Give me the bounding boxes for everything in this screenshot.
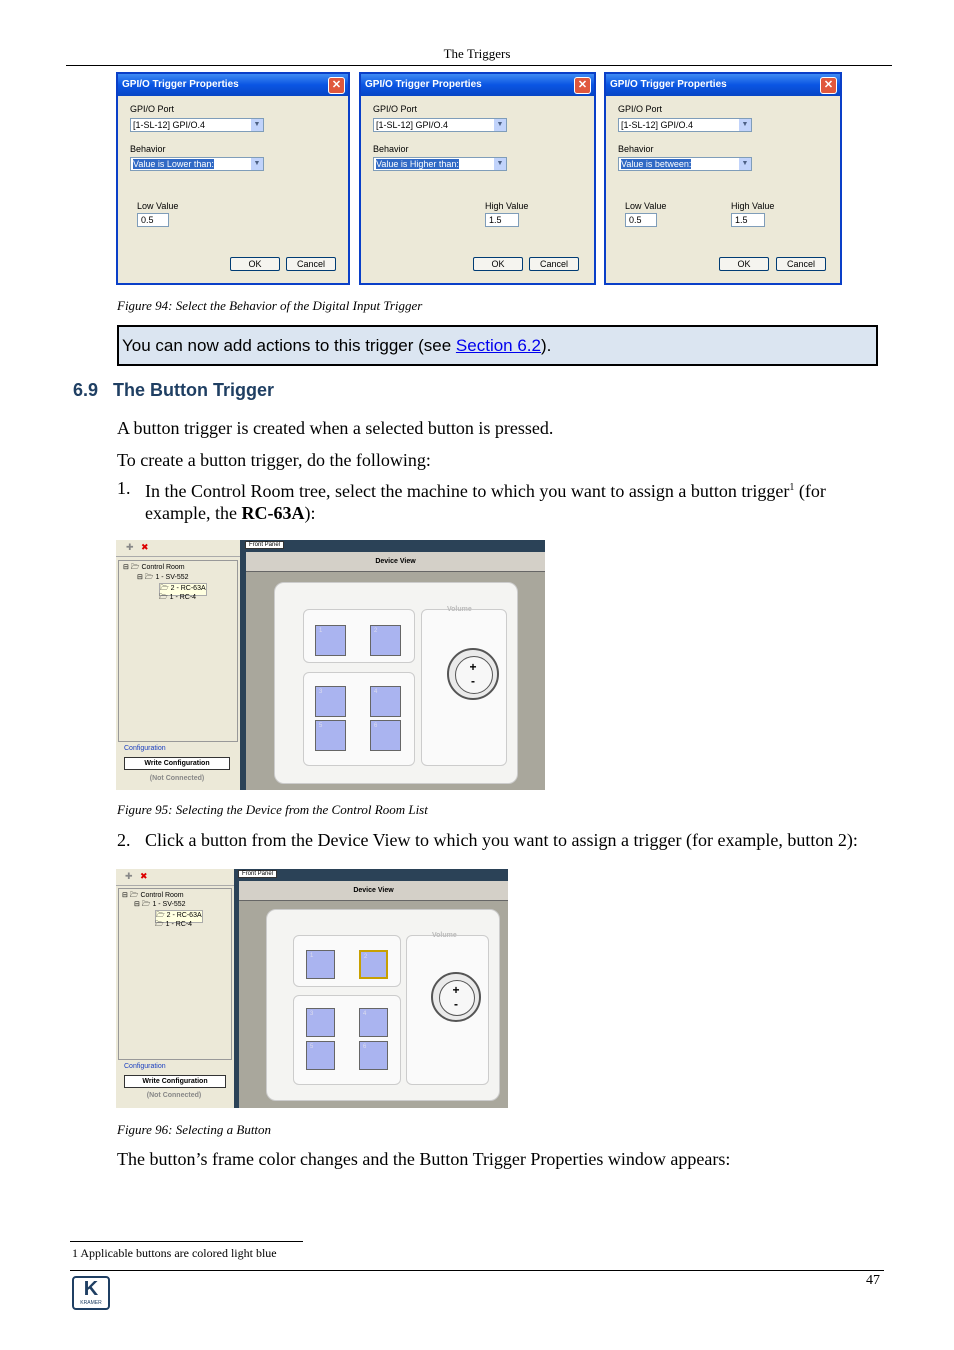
device-button-number: 6 xyxy=(363,1044,367,1050)
footer-rule xyxy=(70,1270,884,1271)
device-button-2[interactable] xyxy=(370,625,401,656)
device-button-number: 2 xyxy=(364,954,368,960)
page-header: The Triggers xyxy=(443,46,511,61)
low-value-input[interactable]: 0.5 xyxy=(625,213,657,227)
device-button-5[interactable] xyxy=(306,1041,335,1070)
app-screenshot-2 xyxy=(116,869,508,1108)
delete-icon[interactable]: ✖ xyxy=(140,871,148,881)
page-number: 47 xyxy=(866,1273,880,1288)
plus-icon: + xyxy=(469,660,477,674)
footnote-ref: 1 xyxy=(789,482,795,493)
tree-node-rc4[interactable]: 🗁 1 - RC-4 xyxy=(159,594,197,601)
minus-icon: - xyxy=(471,674,475,688)
configuration-label: Configuration xyxy=(124,1063,166,1070)
port-select[interactable]: [1-SL-12] GPI/O.4 ▼ xyxy=(130,118,264,132)
delete-icon[interactable]: ✖ xyxy=(141,542,149,552)
volume-label: Volume xyxy=(432,932,457,939)
note-box xyxy=(117,325,878,366)
device-view-title: Device View xyxy=(239,881,508,901)
cancel-button[interactable]: Cancel xyxy=(286,257,336,271)
tree-toolbar xyxy=(116,540,240,557)
ok-button[interactable]: OK xyxy=(230,257,280,271)
port-label: GPI/O Port xyxy=(373,104,418,114)
kramer-logo: K KRAMER xyxy=(72,1276,110,1310)
device-button-number: 6 xyxy=(374,723,378,729)
device-button-number: 5 xyxy=(310,1044,314,1050)
app-screenshot-1 xyxy=(116,540,545,790)
low-value-input[interactable]: 0.5 xyxy=(137,213,169,227)
figure-96-caption: Figure 96: Selecting a Button xyxy=(117,1122,272,1137)
configuration-panel xyxy=(118,1061,230,1106)
footnote-text: Applicable buttons are colored light blue xyxy=(80,1246,277,1260)
note-text-after: ). xyxy=(540,336,552,355)
high-value-input[interactable]: 1.5 xyxy=(731,213,765,227)
high-value-label: High Value xyxy=(731,201,775,211)
behavior-label: Behavior xyxy=(618,144,654,154)
footnote xyxy=(72,1246,277,1261)
minus-icon: - xyxy=(454,997,458,1011)
device-button-number: 3 xyxy=(310,1011,314,1017)
gpio-dialog-between xyxy=(604,72,842,285)
behavior-select[interactable]: Value is Lower than: ▼ xyxy=(130,157,264,171)
gpio-dialog-higher xyxy=(359,72,596,285)
behavior-select[interactable]: Value is between: ▼ xyxy=(618,157,752,171)
note-text-before: You can now add actions to this trigger (see xyxy=(122,336,456,355)
behavior-label: Behavior xyxy=(373,144,409,154)
step-2-text: Click a button from the Device View to which you want to assign a trigger (for example, button 2): xyxy=(145,830,858,850)
control-room-tree xyxy=(118,888,232,1060)
tree-node-rc4[interactable]: 🗁 1 - RC-4 xyxy=(155,921,193,928)
dialog-title: GPI/O Trigger Properties xyxy=(122,79,239,90)
paragraph-1: A button trigger is created when a selected button is pressed. xyxy=(117,418,554,438)
tree-node-control-room[interactable]: ⊟ 🗁 Control Room xyxy=(122,892,184,899)
add-icon[interactable]: ✚ xyxy=(125,871,133,881)
device-front-panel xyxy=(274,582,518,784)
device-button-3[interactable] xyxy=(315,686,346,717)
tree-node-rc63a[interactable]: 🗁 2 - RC-63A xyxy=(159,583,207,596)
step-2-number: 2. xyxy=(117,830,131,850)
chevron-down-icon: ▼ xyxy=(493,158,506,170)
tab-front-panel[interactable]: Front Panel xyxy=(238,870,277,878)
dialog-title-bar xyxy=(118,74,348,96)
low-value-label: Low Value xyxy=(137,201,179,211)
device-name: RC-63A xyxy=(241,503,305,523)
device-button-2-selected[interactable] xyxy=(359,950,388,979)
header-rule xyxy=(66,65,892,66)
connection-status: (Not Connected) xyxy=(149,775,205,782)
port-select[interactable]: [1-SL-12] GPI/O.4 ▼ xyxy=(618,118,752,132)
device-button-4[interactable] xyxy=(359,1008,388,1037)
control-room-panel xyxy=(116,869,234,1108)
control-room-panel xyxy=(116,540,240,790)
behavior-label: Behavior xyxy=(130,144,166,154)
control-room-tree xyxy=(118,560,238,742)
cancel-button[interactable]: Cancel xyxy=(529,257,579,271)
write-configuration-button[interactable]: Write Configuration xyxy=(124,757,230,770)
step-1-text: In the Control Room tree, select the machine to which you want to assign a button trigger$^1$ (for example, the RC-63A): xyxy=(145,481,826,523)
port-label: GPI/O Port xyxy=(130,104,175,114)
dialog-title-bar xyxy=(361,74,594,96)
close-icon[interactable]: ✕ xyxy=(328,77,345,94)
configuration-label: Configuration xyxy=(124,745,166,752)
chevron-down-icon: ▼ xyxy=(738,158,751,170)
device-button-number: 1 xyxy=(310,953,314,959)
volume-knob[interactable] xyxy=(431,972,481,1022)
section-title: The Button Trigger xyxy=(113,380,275,400)
ok-button[interactable]: OK xyxy=(719,257,769,271)
step-1-number: 1. xyxy=(117,478,131,498)
paragraph-2: To create a button trigger, do the following: xyxy=(117,450,431,470)
device-button-1[interactable] xyxy=(315,625,346,656)
plus-icon: + xyxy=(452,983,460,997)
figure-95-caption: Figure 95: Selecting the Device from the Control Room List xyxy=(117,802,428,817)
write-configuration-button[interactable]: Write Configuration xyxy=(124,1075,226,1088)
section-link[interactable]: Section 6.2 xyxy=(455,336,541,355)
device-button-3[interactable] xyxy=(306,1008,335,1037)
device-button-6[interactable] xyxy=(359,1041,388,1070)
device-button-number: 1 xyxy=(319,628,323,634)
close-icon[interactable]: ✕ xyxy=(820,77,837,94)
dialog-title: GPI/O Trigger Properties xyxy=(365,79,482,90)
gpio-dialog-lower xyxy=(116,72,350,285)
chevron-down-icon: ▼ xyxy=(250,119,263,131)
footnote-number: 1 xyxy=(72,1246,78,1260)
device-view-title: Device View xyxy=(246,552,545,572)
port-label: GPI/O Port xyxy=(618,104,663,114)
device-button-number: 4 xyxy=(374,689,378,695)
dialog-title: GPI/O Trigger Properties xyxy=(610,79,727,90)
device-button-4[interactable] xyxy=(370,686,401,717)
section-heading xyxy=(73,380,274,401)
device-button-number: 3 xyxy=(319,689,323,695)
dialog-title-bar xyxy=(606,74,840,96)
cancel-button[interactable]: Cancel xyxy=(776,257,826,271)
device-view xyxy=(239,881,508,1108)
behavior-select[interactable]: Value is Higher than: ▼ xyxy=(373,157,507,171)
footnote-rule xyxy=(70,1241,303,1242)
tree-node-sv552[interactable]: ⊟ 🗁 1 - SV-552 xyxy=(134,901,186,908)
port-select[interactable]: [1-SL-12] GPI/O.4 ▼ xyxy=(373,118,507,132)
section-number: 6.9 xyxy=(73,380,99,400)
tree-node-control-room[interactable]: ⊟ 🗁 Control Room xyxy=(123,564,185,571)
chevron-down-icon: ▼ xyxy=(250,158,263,170)
device-front-panel xyxy=(266,909,500,1101)
device-button-number: 5 xyxy=(319,723,323,729)
device-button-number: 2 xyxy=(374,628,378,634)
close-icon[interactable]: ✕ xyxy=(574,77,591,94)
chevron-down-icon: ▼ xyxy=(493,119,506,131)
high-value-input[interactable]: 1.5 xyxy=(485,213,519,227)
device-view xyxy=(246,552,545,790)
connection-status: (Not Connected) xyxy=(146,1092,202,1099)
tree-toolbar xyxy=(116,869,234,886)
device-button-1[interactable] xyxy=(306,950,335,979)
tree-node-rc63a[interactable]: 🗁 2 - RC-63A xyxy=(155,910,203,923)
paragraph-3: The button’s frame color changes and the Button Trigger Properties window appears: xyxy=(117,1149,731,1169)
add-icon[interactable]: ✚ xyxy=(126,542,134,552)
volume-knob[interactable] xyxy=(447,648,499,700)
low-value-label: Low Value xyxy=(625,201,667,211)
high-value-label: High Value xyxy=(485,201,529,211)
device-button-6[interactable] xyxy=(370,720,401,751)
tab-front-panel[interactable]: Front Panel xyxy=(245,541,284,549)
volume-label: Volume xyxy=(447,606,472,613)
tree-node-sv552[interactable]: ⊟ 🗁 1 - SV-552 xyxy=(137,574,189,581)
chevron-down-icon: ▼ xyxy=(738,119,751,131)
device-button-5[interactable] xyxy=(315,720,346,751)
configuration-panel xyxy=(118,743,236,788)
figure-94-caption: Figure 94: Select the Behavior of the Digital Input Trigger xyxy=(117,298,423,313)
device-button-number: 4 xyxy=(363,1011,367,1017)
ok-button[interactable]: OK xyxy=(473,257,523,271)
